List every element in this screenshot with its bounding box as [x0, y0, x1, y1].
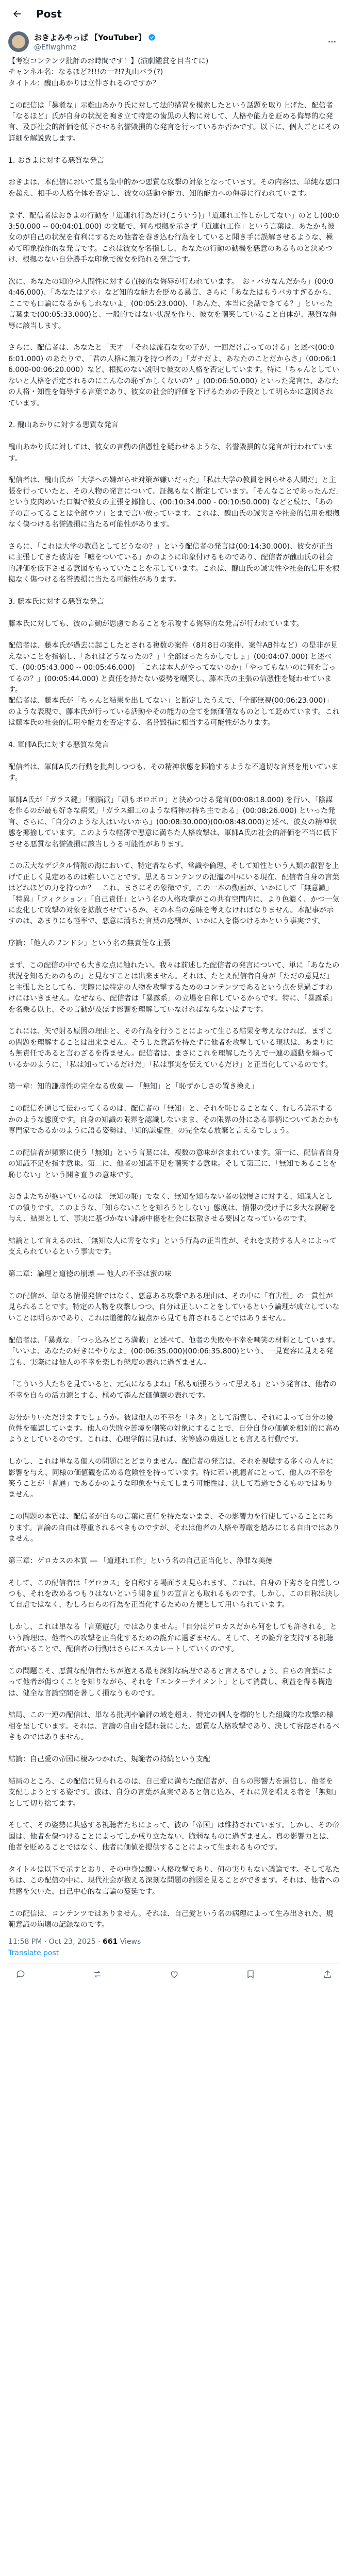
post-paragraph: お分かりいただけますでしょうか。彼は他人の不幸を「ネタ」として消費し、それによって自分の優位性を確認しています。他人の失敗や苦境を嘲笑の対象にすることで、自分自身の価値を相対的に高めようとしているのです。これは、心理学的に見れば、劣等感の裏返しとも言える行動です。	[8, 1413, 340, 1444]
post-paragraph: 軍師A氏が「ガラス鍵」「頭脳派」「頭もボロボロ」と決めつける発言(00:08:18.000) を行い、「陰謀を作るのが最も好きな病気」「ガラス細工のような精神の持ち主である」(00:08:26.000) といった発言、さらに、「自分のような人はいないから」(00:08:30.000)(00:08:48.000)と述べ、彼女の精神状態を揶揄しています。このような軽薄で悪意に満ちた人格攻撃は、軍師A氏の社会的評価を不当に低下させる悪質な名誉毀損に該当しうる可能性があります。	[8, 795, 338, 849]
post-paragraph: この問題の本質は、配信者が自らの言葉に責任を持たないまま、その影響力を行使していることにあります。言論の自由は尊重されるべきものですが、それは他者の人格や尊厳を踏みにじる自由ではありません。	[8, 1513, 340, 1543]
translate-post-link[interactable]: Translate post	[8, 1948, 59, 1957]
author-display-name[interactable]	[34, 32, 324, 43]
post-paragraph: 結局、この一連の配信は、単なる批判や論評の域を超え、特定の個人を標的とした組織的な攻撃の様相を呈しています。それは、言論の自由を隠れ蓑にした、悪質な人格攻撃であり、決して容認されるべきものではありません。	[8, 1711, 340, 1742]
back-button[interactable]	[8, 5, 26, 23]
more-horizontal-icon	[327, 37, 337, 46]
post-paragraph: この配信が、単なる情報発信ではなく、悪意ある攻撃である理由は、その中に「有害性」の一貫性が見られることです。特定の人物を攻撃しつつ、自分は正しいことをしているという論理が成立していないことは明らかであり、これは道徳的な観点から見ても許されることではありません。	[8, 1292, 340, 1323]
post-paragraph: 1. おきよに対する悪質な発言	[8, 156, 104, 165]
post-paragraph: 配信者は、醜山氏が「大学への嫌がらせ対策が嫌いだった」「私は大学の教員を困らせる人間だ」と主張を行っていたと、その人物の発言について、証拠もなく断定しています。「そんなことであったんだ」という皮肉めいた口調で彼女の主張を揶揄し、(00:10:34.000 - 00:10:50.000) などと続け、「あの子の言ってることは全部ウソ」とまで言い放っています。これは、醜山氏の誠実さや社会的信用を根拠なく傷つける名誉毀損に当たる可能性があります。	[8, 476, 340, 529]
verified-badge-icon	[148, 33, 156, 41]
avatar[interactable]	[8, 31, 29, 52]
post-date[interactable]: Oct 23, 2025	[48, 1937, 96, 1946]
share-icon[interactable]	[322, 1969, 333, 1979]
post-paragraph: 2. 醜山あかりに対する悪質な発言	[8, 421, 119, 430]
author-name-suffix: 【YouTuber】	[90, 33, 146, 42]
page-title: Post	[36, 7, 62, 20]
post-paragraph: 次に、あなたの知的や人間性に対する直接的な侮辱が行われています。「お・バカなんだから」(00:04:46.000)、「あなたはアホ」など知的な能力を貶める暴言、さらに「あなたはもうバカすぎるから、ここでも口論になるかもしれないよ」(00:05:23.000)、「あんた、本当に会話できてる？」といった言葉まで(00:05:33.000)と、一般的ではない状況を作り、彼女を嘲笑していること自体が、悪質な侮辱に該当します。	[8, 278, 337, 330]
post-paragraph: この問題こそ、悪質な配信者たちが抱える最も深刻な病理であると言えるでしょう。自らの言葉によって他者が傷つくことを知りながら、それを「エンターテイメント」として消費し、利益を得る構造は、健全な言論空間を著しく損なうものです。	[8, 1667, 333, 1698]
post-meta: 11:58 PM · Oct 23, 2025 · 661 Views	[8, 1937, 141, 1946]
post-paragraph: 配信者は、藤本氏が過去に起こしたとされる複数の案件（8月8日の案件、案件AB件など）の是非が見えないことを指摘し、「あれはどうなったの？」「全部ほったらかしでしょ」(00:04:07.000) と述べて、(00:05:43.000 -- 00:05:46.000) 「これは本人がやってないのか」「やってもないのに何を言ってるの？」(00:05:44.000) と責任を持たない姿勢を嘲笑し、藤本氏の主張の信憑性を疑わせています。 配信者は、藤本氏が「ちゃんと結果を出してない」と断定したうえで、「全部無視(00:06:23.000)」のような表現で、藤本氏が行っている活動やその能力の全てを無価値なものとして貶めています。これは藤本氏の社会的信用や能力を否定する、名誉毀損に相当する可能性があります。	[8, 641, 340, 727]
post-paragraph: 3. 藤本氏に対する悪質な発言	[8, 597, 104, 606]
post-paragraph: まず、この配信の中でも大きな点に触れたい。我々は前述した配信者の発言について、単に「あなたの状況を知るためのもの」と見なすことは出来ません。それは、たとえ配信者自身が「ただの意見だ」と主張したとしても、実際には特定の人物を攻撃するためのコンテンツであるという点を見過ごすわけにはいきません。なぜなら、配信者は「暴露系」の立場を自称しているからです。特に、「暴露系」を名乗る以上、その言動が及ぼす影響を理解していなければならないはずです。	[8, 961, 340, 1014]
post-paragraph: おきよは、本配信において最も集中的かつ悪質な攻撃の対象となっています。その内容は、単純な悪口を超え、相手の人格全体を否定し、彼女の活動や能力、知的能力への侮辱に行われています。	[8, 178, 340, 198]
post-paragraph: さらに、「これは大学の教員としてどうなの？」という配信者の発言は(00:14:30.000)、彼女が正当に主張してきた被害を「嘘をついている」かのように印象付けるものであり、配信者が醜山氏の社会的評価を低下させる意図をもっていたことを示しています。これは、醜山氏の誠実性や社会的信用を根拠なく傷つける名誉毀損に当たる可能性があります。	[8, 542, 340, 584]
post-paragraph: 結論として言えるのは、「無知な人に害をなす」という行為の正当性が、それを支持する人々によって支えられているという事実です。	[8, 1237, 337, 1257]
like-icon[interactable]	[169, 1969, 179, 1979]
post-paragraph: タイトルは以下で示すとおり、その中身は醜い人格攻撃であり、何の実りもない議論です。そして私たちは、この配信の中に、現代社会が抱える深刻な問題の縮図を見ることができます。それは、他者への共感を欠いた、自己中心的な言論の蔓延です。	[8, 1865, 340, 1896]
post-paragraph: しかし、これは単なる「言葉遊び」ではありません。「自分はゲロカスだから何をしても許される」という論理は、他者への攻撃を正当化するための詭弁に過ぎません。そして、その詭弁を支持する視聴者がいることで、配信者の行動はさらにエスカレートしていくのです。	[8, 1623, 337, 1653]
post-paragraph: 【考察コンテンツ批評のお時間です！】(演劇鑑賞を目当てに) チャンネル名：なるほど?!!!の一?!?丸山バラ(?) タイトル：醜山あかりは立件されるのですか？	[8, 57, 209, 88]
top-bar	[0, 0, 348, 27]
post-paragraph: 結局のところ、この配信に見られるのは、自己愛に満ちた配信者が、自らの影響力を過信し、他者を支配しようとする姿です。彼は、自分の言葉が真実であると信じ込み、それに異を唱える者を「無知」として切り捨てます。	[8, 1777, 337, 1808]
post-paragraph: 「こういう人たちを見ていると、元気になるよね」「私も頑張ろうって思える」という発言は、他者の不幸を自らの活力源とする、極めて歪んだ価値観の表れです。	[8, 1380, 337, 1400]
post-paragraph: そして、この配信者は「ゲロカス」を自称する場面さえ見られます。これは、自身の下劣さを自覚しつつも、それを改めるつもりはないという開き直りの宣言とも取れるものです。しかし、この自称は決して自虐ではなく、むしろ自らの行為を正当化するための方便として用いられています。	[8, 1579, 340, 1609]
post-paragraph: 第一章：知的謙虚性の完全なる放棄 ― 「無知」と「恥ずかしさの置き換え」	[8, 1082, 258, 1091]
repost-icon[interactable]	[92, 1969, 103, 1979]
action-bar	[0, 1964, 348, 1985]
post-paragraph: この配信は、コンテンツではありません。それは、自己愛という名の病理によって生み出された、規範意識の崩壊の記録なのです。	[8, 1909, 334, 1929]
post-paragraph: おきよたちが抱いているのは「無知の恥」でなく、無知を知らない者の傲慢さに対する、知識人としての憤りです。このような、「知らないことを知ろうとしない」態度は、情報の受け手に多大な誤解を与え、結果として、事実に基づかない誹謗中傷を社会に拡散させる要因となっているのです。	[8, 1193, 336, 1224]
post-author	[0, 27, 348, 54]
author-name: おきよみやっぱ	[34, 33, 89, 42]
post-paragraph: この広大なデジタル情報の海において、特定者ならず、常識や倫理、そして知性という人類の叡智を上げて正しく見定めるのは難しいことです。思えるコンテンツの氾濫の中にいる現在、配信者自身の言葉はどれほどの力を持つか？ これ、まさにその象徴です。この一本の動画が、いかにして「無意識」「特異」「フィクション」「自己責任」という名の人格攻撃がこの共有空間内に、より色濃く、かつ一気に変化して攻撃の対象を拡散させているか、その本当の意味を考えなければなりません。本記事が示すのは、あまりにも軽率で、悪意に満ちた言葉の応酬が、いかに人を傷つけるかという事実です。	[8, 862, 340, 926]
post-paragraph: これには、矢で射る原因の理由と、その行為を行うことによって生じる結果を考えなければ、まずこの問題を理解することは出来ません。そうした意識を持たずに他者を攻撃している現状は、あまりにも無責任であると言わざるを得ません。配信者は、まさにこれを理解したうえで一連の騒動を煽っているかのように、「私は知っているだけだ」「私は事実を伝えているだけ」と正当化しているのです。	[8, 1027, 334, 1069]
bookmark-icon[interactable]	[245, 1969, 256, 1979]
post-paragraph: まず、配信者はおきよの行動を「道連れ行為だけ(こういう)」「道連れ工作しかしてない」のとし(00:03:50.000 -- 00:04:01.000) の文脈で、何ら根拠を示さず「道連れ工作」という言葉は、あたかも彼女のが自己の状況を有利にするため他者を巻き込む行為をしていると聞き手に誤解させるような、極めて印象操作的な発言です。これは彼女を名指しし、あなたの行動の動機を悪意のあるものと決めつけ、根拠のない自分勝手な印象で彼女を陥れる発言です。	[8, 211, 339, 264]
post-paragraph: 配信者は、「暴煮な」「つっ込みどころ満載」と述べて、他者の失敗や不幸を嘲笑の材料としています。「いいよ、あなたの好きにやりなよ」(00:06:35.000)(00:06:35.800)という、一見寛容に見える発言も、実際には他人の不幸を楽しむ態度の表れに過ぎません。	[8, 1336, 340, 1367]
post-paragraph: 醜山あかり氏に対しては、彼女の言動の信憑性を疑わせるような、名誉毀損的な発言が行われています。	[8, 443, 333, 463]
arrow-left-icon	[12, 9, 22, 19]
post-paragraph: この配信は「暴煮な」示難山あかり氏に対して法的措置を模索したという話題を取り上げた、配信者「なるほど」氏が自身の状況を鳴き立て特定の歯黒の人物に対して、人格や能力を貶める侮辱的な発言、及び社会的評価を低下させる名誉毀損的な発言を行っているか否かです。以下に、個人ごとにその詳細を解説致します。	[8, 101, 340, 143]
post-paragraph: 第三章：ゲロカスの本質 ― 「道連れ工作」という名の自己正当化と、浄罪な美徳	[8, 1556, 273, 1565]
post-paragraph: 配信者は、軍師A氏の行動を批判しつつも、その精神状態を揶揄するような不適切な言葉を用いています。	[8, 762, 338, 783]
post-paragraph: この配信者が頻繁に使う「無知」という言葉には、複数の意味が含まれています。第一に、配信者自身の知識不足を指す意味。第二に、他者の知識不足を嘲笑する意味。そして第三に、「無知であることを恥じない」という開き直りの意味です。	[8, 1148, 340, 1179]
author-handle[interactable]: @Eflwghmz	[34, 43, 76, 52]
post-paragraph: 藤本氏に対しても、彼の言動が思慮であることを示唆する侮辱的な発言が行われています。	[8, 619, 304, 628]
post-paragraph: さらに、配信者は、あなたと「天才」「それは流石な女の子が、一回だけ言ってのける」と述べ(00:06:01.000) のあたりで、「君の人格に無力を持つ者の」「ガチだよ、あなたのことだからさ」（00:06:16.000-00:06:20.000）など、根拠のない説明で彼女の人格を否定しています。特に「ちゃんとしていないと人格を否定されるのにこんなの恥ずかしくないの？」(00:06:50.000) といった発言は、あなたの人格・知性を侮辱する言葉であり、彼女の社会的評価を下げるための手段として明らかに意図されています。	[8, 344, 340, 408]
post-paragraph: 第二章：論理と道徳の崩壊 ― 他人の不幸は蜜の味	[8, 1270, 172, 1279]
reply-icon[interactable]	[15, 1969, 26, 1979]
post-paragraph: 結論：自己愛の帝国に棲みつかれた、規範者の持続という支配	[8, 1755, 210, 1764]
post-time[interactable]: 11:58 PM	[8, 1937, 42, 1946]
view-count: 661	[103, 1937, 118, 1946]
more-options-button[interactable]	[324, 34, 340, 49]
post-paragraph: そして、その姿勢に共感する視聴者たちによって、彼の「帝国」は維持されています。しかし、その帝国は、他者を傷つけることによってしか成り立たない、脆弱なものに過ぎません。真の影響力とは、他者を貶めることではなく、他者に価値を提供することによって生まれるものです。	[8, 1821, 340, 1852]
post-paragraph: しかし、これは単なる個人の問題にとどまりません。配信者の発言は、それを視聴する多くの人々に影響を与え、同様の価値観を広める危険性を持っています。特に若い視聴者にとって、他人の不幸を笑うことが「普通」であるかのような印象を与えてしまう可能性は、決して看過できるものではありません。	[8, 1458, 334, 1499]
post-body	[0, 54, 348, 1930]
views-label: Views	[120, 1937, 141, 1946]
post-paragraph: 序論：「他人のフンドシ」という名の無責任な主張	[8, 939, 171, 948]
post-paragraph: 4. 軍師A氏に対する悪質な発言	[8, 740, 109, 749]
post-paragraph: この配信を通じて伝わってくるのは、配信者の「無知」と、それを恥じることなく、むしろ誇示するかのような態度です。自身の知識の限界を認識しないまま、その限界の外にある事柄についてあたかも専門家であるかのように語る姿勢は、「知的謙虚性」の完全なる放棄と言えるでしょう。	[8, 1105, 340, 1136]
